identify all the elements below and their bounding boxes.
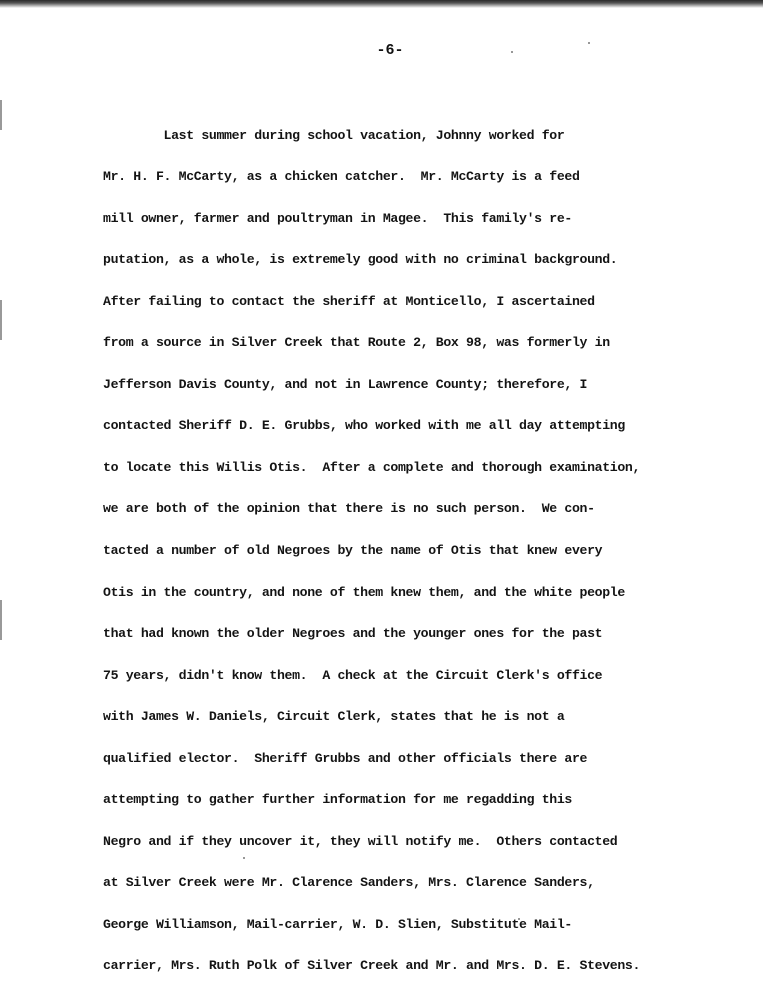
paragraph-line: from a source in Silver Creek that Route 2, Box 98, was formerly in xyxy=(103,335,610,351)
paragraph-line: tacted a number of old Negroes by the name of Otis that knew every xyxy=(103,543,603,558)
paragraph-line: mill owner, farmer and poultryman in Magee. This family's re- xyxy=(103,210,572,226)
paragraph-line: Jefferson Davis County, and not in Lawrence County; therefore, I xyxy=(103,376,588,392)
paragraph-line: carrier, Mrs. Ruth Polk of Silver Creek and Mr. and Mrs. D. E. Stevens. xyxy=(103,958,641,974)
scan-speck xyxy=(511,51,513,53)
scan-left-edge-mark xyxy=(0,300,2,340)
paragraph-line: Last summer during school vacation, Johnny worked for xyxy=(103,127,565,143)
paragraph-line: Mr. H. F. McCarty, as a chicken catcher. Mr. McCarty is a feed xyxy=(103,169,580,185)
paragraph-line: 75 years, didn't know them. A check at the Circuit Clerk's office xyxy=(103,667,603,683)
paragraph-line: After failing to contact the sheriff at Monticello, I ascertained xyxy=(103,293,595,309)
scan-speck xyxy=(588,42,590,44)
scan-left-edge-mark xyxy=(0,600,2,640)
paragraph-line: we are both of the opinion that there is no such person. We con- xyxy=(103,501,595,517)
paragraph-line: qualified elector. Sheriff Grubbs and other officials there are xyxy=(103,750,588,766)
paragraph-line: attempting to gather further information for me regadding this xyxy=(103,792,572,808)
paragraph-line: with James W. Daniels, Circuit Clerk, states that he is not a xyxy=(103,709,565,725)
paragraph-line: to locate this Willis Otis. After a complete and thorough examination, xyxy=(103,459,641,475)
paragraph-line: contacted Sheriff D. E. Grubbs, who worked with me all day attempting xyxy=(103,418,625,434)
scan-left-edge-mark xyxy=(0,100,2,130)
body-paragraph xyxy=(103,101,753,1001)
paragraph-line: at Silver Creek were Mr. Clarence Sanders, Mrs. Clarence Sanders, xyxy=(103,875,595,891)
paragraph-line: Negro and if they uncover it, they will notify me. Others contacted xyxy=(103,833,618,849)
paragraph-line: Otis in the country, and none of them knew them, and the white people xyxy=(103,584,625,600)
scan-top-edge xyxy=(0,0,763,8)
page-number: -6- xyxy=(376,42,404,59)
paragraph-line: putation, as a whole, is extremely good with no criminal background. xyxy=(103,252,618,268)
paragraph-line: George Williamson, Mail-carrier, W. D. Slien, Substitute Mail- xyxy=(103,916,572,932)
paragraph-line: that had known the older Negroes and the younger ones for the past xyxy=(103,626,603,642)
